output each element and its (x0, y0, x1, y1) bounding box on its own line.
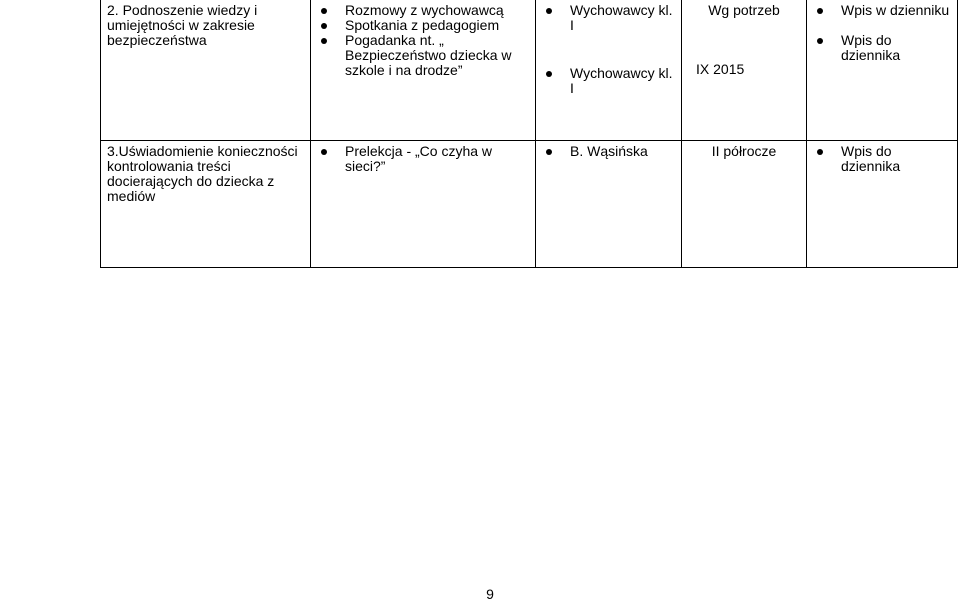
term-text: II półrocze (711, 142, 777, 159)
goal-cell (101, 0, 311, 140)
responsible-list (542, 3, 675, 96)
goal-text: 2. Podnoszenie wiedzy i umiejętności w zakresie bezpieczeństwa (107, 2, 258, 48)
activities-list (317, 144, 529, 174)
plan-table (100, 0, 958, 268)
responsible-list (542, 144, 675, 159)
list-item: Spotkania z pedagogiem (317, 18, 529, 33)
list-item: Wpis w dzienniku (813, 3, 951, 18)
responsible-cell (536, 140, 682, 267)
term-cell (682, 140, 807, 267)
table-row (101, 140, 958, 267)
monitoring-list (813, 3, 951, 63)
activities-cell (311, 0, 536, 140)
goal-text: 3.Uświadomienie konieczności kontrolowania treści docierających do dziecka z mediów (107, 142, 298, 204)
monitoring-cell (807, 0, 958, 140)
list-item: Wpis do dziennika (813, 33, 951, 63)
monitoring-cell (807, 140, 958, 267)
list-item: Wychowawcy kl. I (542, 3, 675, 33)
list-item: Wpis do dziennika (813, 144, 951, 174)
table-row (101, 0, 958, 140)
list-item: Pogadanka nt. „ Bezpieczeństwo dziecka w szkole i na drodze” (317, 33, 529, 78)
monitoring-list (813, 144, 951, 174)
activities-list (317, 3, 529, 78)
activities-cell (311, 140, 536, 267)
list-item: B. Wąsińska (542, 144, 675, 159)
list-item: Prelekcja - „Co czyha w sieci?” (317, 144, 529, 174)
page-number: 9 (486, 586, 494, 602)
term-text: IX 2015 (696, 61, 745, 77)
responsible-cell (536, 0, 682, 140)
list-item: Rozmowy z wychowawcą (317, 3, 529, 18)
term-text: Wg potrzeb (708, 2, 780, 18)
goal-cell (101, 140, 311, 267)
list-item: Wychowawcy kl. I (542, 66, 675, 96)
term-cell (682, 0, 807, 140)
